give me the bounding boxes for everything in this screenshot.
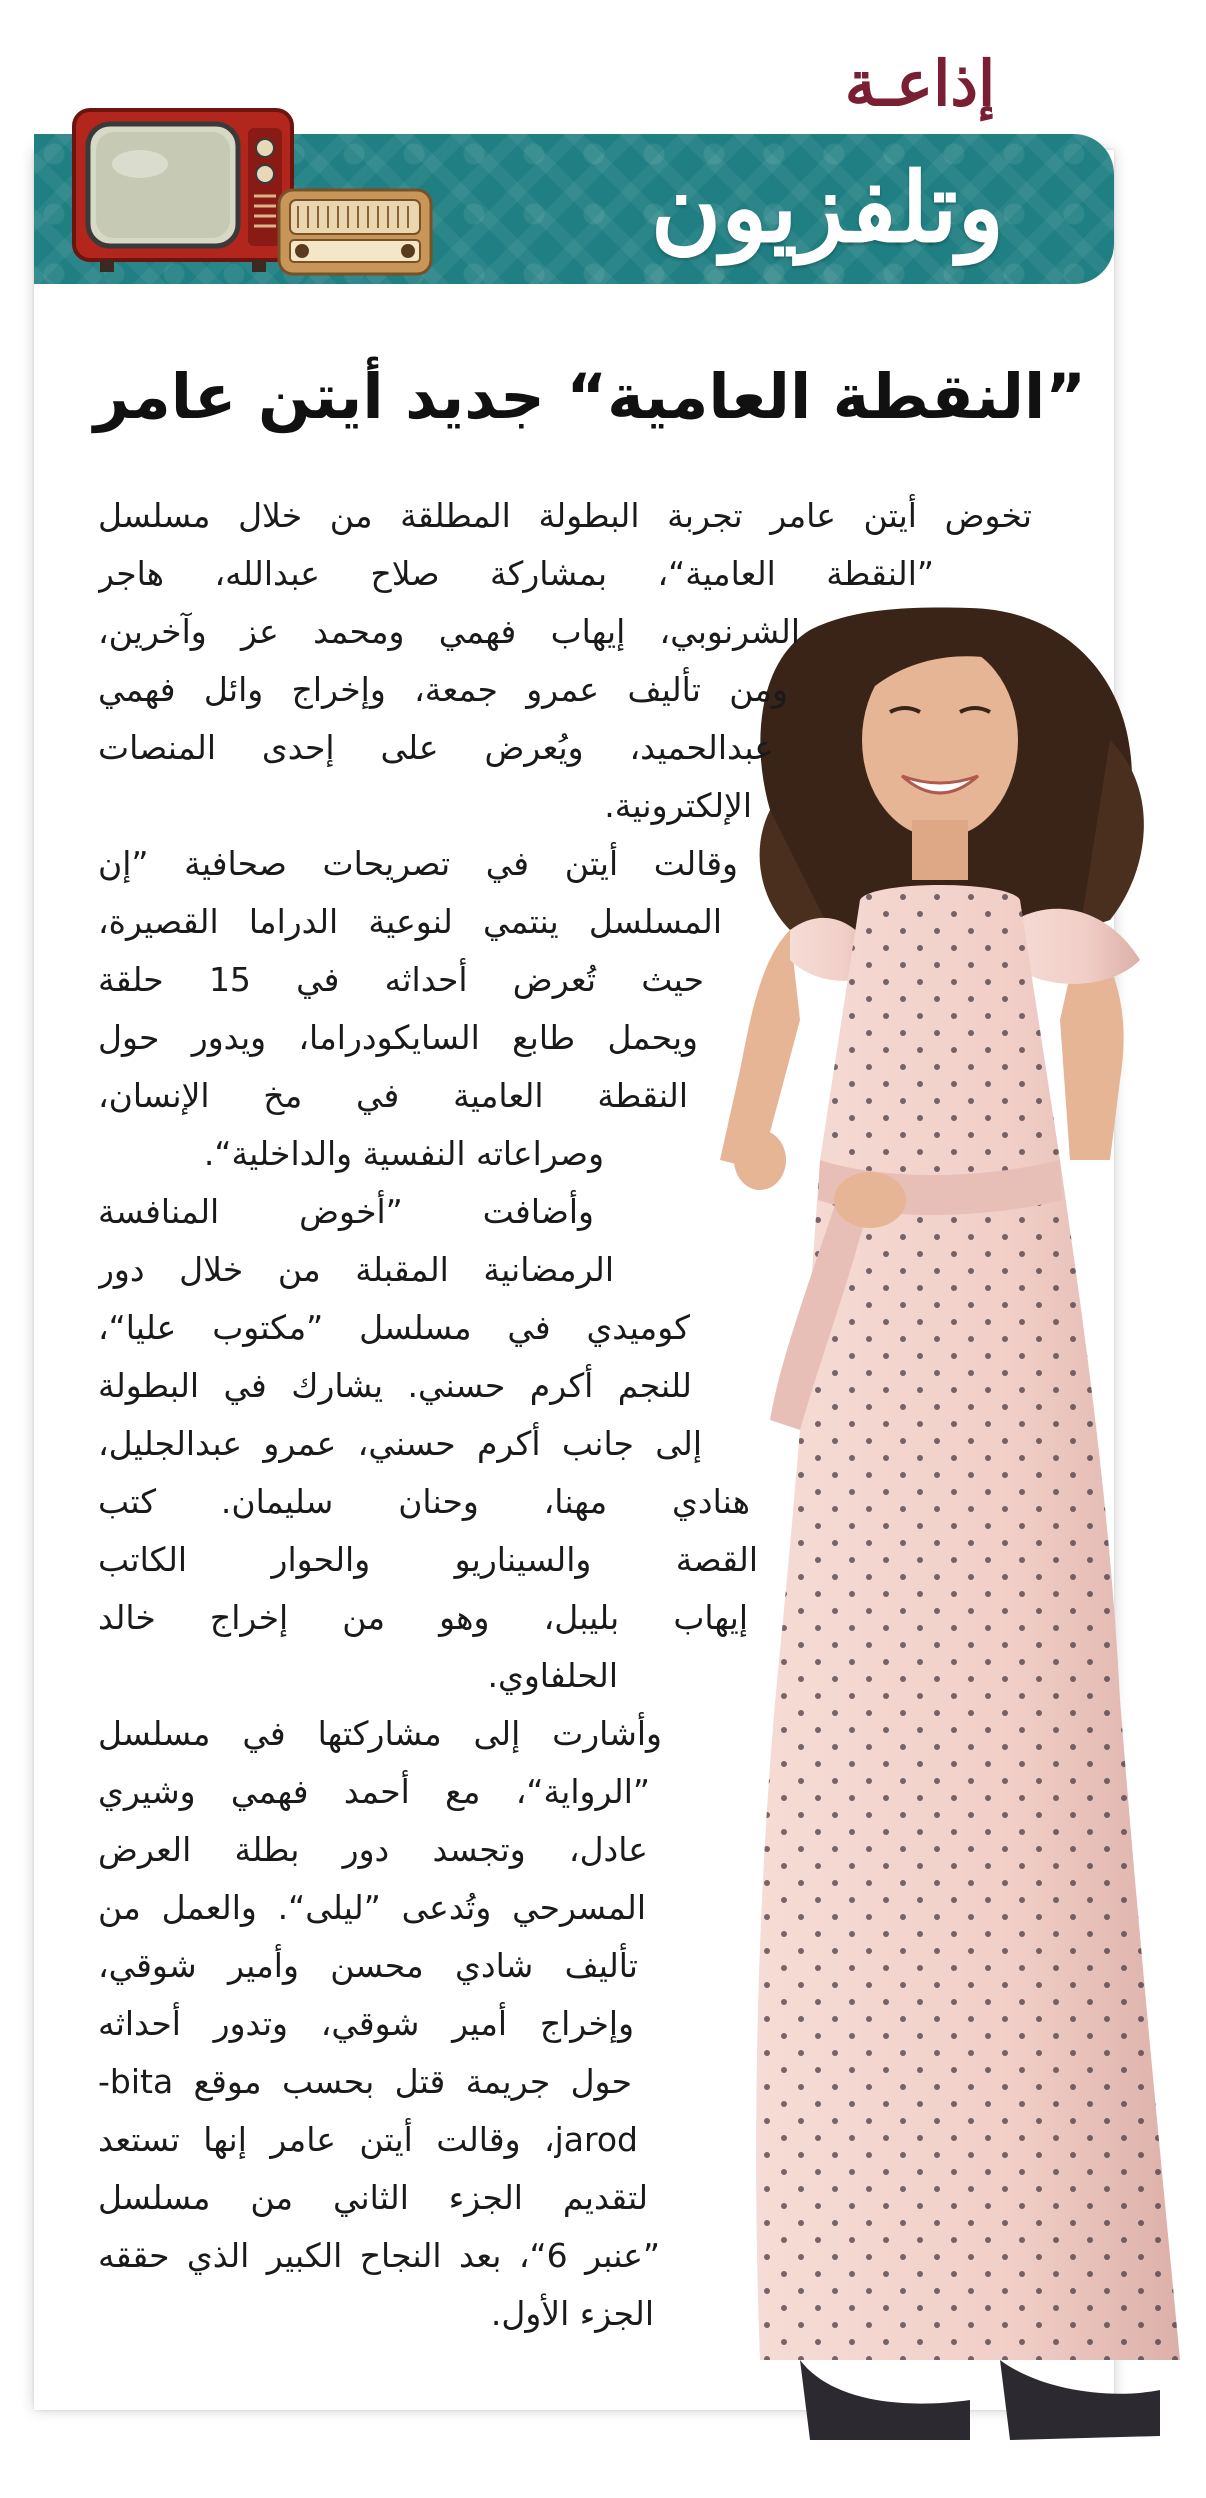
article-line: للنجم أكرم حسني. يشارك في البطولة bbox=[98, 1366, 692, 1405]
article-line: النقطة العامية في مخ الإنسان، bbox=[98, 1076, 688, 1115]
article-line: ومن تأليف عمرو جمعة، وإخراج وائل فهمي bbox=[98, 670, 788, 709]
article-line: الحلفاوي. bbox=[487, 1656, 618, 1695]
section-label: إذاعـة bbox=[844, 47, 996, 120]
article-headline: ”النقطة العامية“ جديد أيتن عامر bbox=[93, 360, 1086, 433]
article-line: الإلكترونية. bbox=[604, 786, 752, 825]
article-line: إلى جانب أكرم حسني، عمرو عبدالجليل، bbox=[98, 1424, 702, 1463]
article-line: تخوض أيتن عامر تجربة البطولة المطلقة من خلال مسلسل bbox=[98, 496, 1032, 535]
article-line: تأليف شادي محسن وأمير شوقي، bbox=[98, 1946, 638, 1985]
article-line: المسرحي وتُدعى ”ليلى“. والعمل من bbox=[98, 1888, 646, 1927]
article-line: وأشارت إلى مشاركتها في مسلسل bbox=[98, 1714, 662, 1753]
article-line: وقالت أيتن في تصريحات صحافية ”إن bbox=[98, 844, 738, 883]
article-line: كوميدي في مسلسل ”مكتوب عليا“، bbox=[98, 1308, 690, 1347]
article-line: الجزء الأول. bbox=[490, 2294, 654, 2333]
vintage-radio-icon bbox=[276, 184, 434, 280]
article-line: الرمضانية المقبلة من خلال دور bbox=[98, 1250, 614, 1289]
article-line: وصراعاته النفسية والداخلية“. bbox=[203, 1134, 604, 1173]
retro-tv-icon bbox=[70, 106, 296, 274]
article-line: لتقديم الجزء الثاني من مسلسل bbox=[98, 2178, 648, 2217]
article-line: حيث تُعرض أحداثه في 15 حلقة bbox=[98, 960, 704, 999]
article-line: الشرنوبي، إيهاب فهمي ومحمد عز وآخرين، bbox=[98, 612, 800, 651]
article-line: إيهاب بليبل، وهو من إخراج خالد bbox=[98, 1598, 748, 1637]
article-line: وأضافت ”أخوض المنافسة bbox=[98, 1192, 594, 1231]
article-line: هنادي مهنا، وحنان سليمان. كتب bbox=[98, 1482, 750, 1521]
article-line: عبدالحميد، ويُعرض على إحدى المنصات bbox=[98, 728, 774, 767]
article-line: وإخراج أمير شوقي، وتدور أحداثه bbox=[98, 2004, 634, 2043]
article-line: ”عنبر 6“، بعد النجاح الكبير الذي حققه bbox=[98, 2236, 660, 2275]
article-line: ”الرواية“، مع أحمد فهمي وشيري bbox=[98, 1772, 650, 1811]
banner-title: وتلفزيون bbox=[650, 151, 1004, 264]
article-line: عادل، وتجسد دور بطلة العرض bbox=[98, 1830, 648, 1869]
article-line: المسلسل ينتمي لنوعية الدراما القصيرة، bbox=[98, 902, 722, 941]
article-line: ويحمل طابع السايكودراما، ويدور حول bbox=[98, 1018, 698, 1057]
article-line: حول جريمة قتل بحسب موقع bita- bbox=[98, 2062, 632, 2101]
article-line: القصة والسيناريو والحوار الكاتب bbox=[98, 1540, 758, 1579]
article-line: jarod، وقالت أيتن عامر إنها تستعد bbox=[98, 2120, 638, 2159]
article-line: ”النقطة العامية“، بمشاركة صلاح عبدالله، هاجر bbox=[98, 554, 934, 593]
